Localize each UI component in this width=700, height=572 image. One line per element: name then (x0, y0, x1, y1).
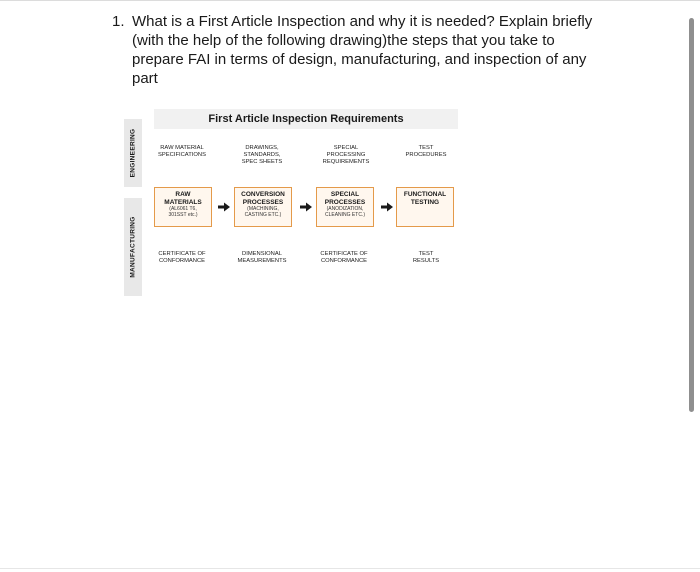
flow-arrow-icon (218, 202, 230, 212)
question-text (132, 12, 612, 88)
mfg-box-subtitle: CLEANING ETC.) (324, 212, 365, 218)
manufacturing-label-text: MANUFACTURING (129, 216, 137, 278)
doc-cell-line: CERTIFICATE OF (320, 251, 368, 257)
mfg-box-title: PROCESSES (242, 198, 284, 206)
question-line-2: (with the help of the following drawing)the steps that you take to (132, 32, 555, 49)
doc-dimensional-measurements (232, 251, 292, 265)
figure-title: First Article Inspection Requirements (208, 113, 404, 125)
mfg-box-title: TESTING (410, 198, 440, 206)
mfg-box-subtitle: (AL6061 T6, (169, 206, 197, 212)
mfg-box-title: PROCESSES (324, 198, 366, 206)
eng-cell-line: TEST (418, 145, 434, 151)
engineering-label-text: ENGINEERING (129, 128, 137, 178)
doc-cell-line: DIMENSIONAL (242, 251, 282, 257)
mfg-box-title: SPECIAL (330, 191, 360, 198)
eng-drawings-standards (232, 145, 292, 166)
mfg-conversion-processes-box (234, 187, 292, 227)
doc-certificate-of-conformance-2 (314, 251, 374, 265)
flow-arrow-icon (300, 202, 312, 212)
doc-test-results (396, 251, 456, 265)
question-number: 1. (112, 13, 125, 30)
mfg-box-subtitle: (MACHINING, (247, 206, 279, 212)
manufacturing-side-label (124, 198, 142, 296)
flow-arrow-icon (381, 202, 393, 212)
mfg-box-title: CONVERSION (241, 191, 285, 198)
eng-cell-line: DRAWINGS, (245, 145, 279, 151)
eng-test-procedures (396, 145, 456, 159)
doc-certificate-of-conformance-1 (152, 251, 212, 265)
mfg-box-title: RAW (175, 191, 191, 198)
eng-cell-line: STANDARDS, (243, 152, 281, 158)
mfg-box-subtitle: CASTING ETC.) (244, 212, 282, 218)
mfg-special-processes-box (316, 187, 374, 227)
fai-requirements-figure (120, 103, 465, 303)
eng-cell-line: SPECIAL (333, 145, 359, 151)
eng-raw-material-spec (152, 145, 212, 159)
eng-cell-line: RAW MATERIAL (160, 145, 204, 151)
mfg-box-subtitle: 301SST etc.) (168, 212, 198, 218)
mfg-raw-materials-box (154, 187, 212, 227)
eng-cell-line: PROCEDURES (405, 152, 447, 158)
question-line-1: What is a First Article Inspection and why it is needed? Explain briefly (132, 13, 593, 30)
mfg-box-title: FUNCTIONAL (403, 191, 447, 198)
figure-title-box (154, 109, 458, 129)
doc-cell-line: RESULTS (412, 258, 440, 264)
mfg-box-subtitle: (ANODIZATION, (326, 206, 364, 212)
doc-cell-line: CERTIFICATE OF (158, 251, 206, 257)
doc-cell-line: CONFORMANCE (158, 258, 206, 264)
page-top-border (0, 0, 700, 1)
mfg-functional-testing-box (396, 187, 454, 227)
eng-special-processing (316, 145, 376, 166)
question-line-4: part (132, 70, 158, 87)
engineering-side-label (124, 119, 142, 187)
page-bottom-border (0, 568, 700, 569)
doc-cell-line: MEASUREMENTS (237, 258, 287, 264)
doc-cell-line: TEST (418, 251, 434, 257)
question-line-3: prepare FAI in terms of design, manufacturing, and inspection of any (132, 51, 587, 68)
eng-cell-line: SPEC SHEETS (241, 159, 283, 165)
vertical-scrollbar-thumb[interactable] (689, 18, 694, 412)
doc-cell-line: CONFORMANCE (320, 258, 368, 264)
mfg-box-title: MATERIALS (164, 198, 202, 206)
eng-cell-line: REQUIREMENTS (322, 159, 370, 165)
eng-cell-line: PROCESSING (326, 152, 366, 158)
eng-cell-line: SPECIFICATIONS (158, 152, 206, 158)
